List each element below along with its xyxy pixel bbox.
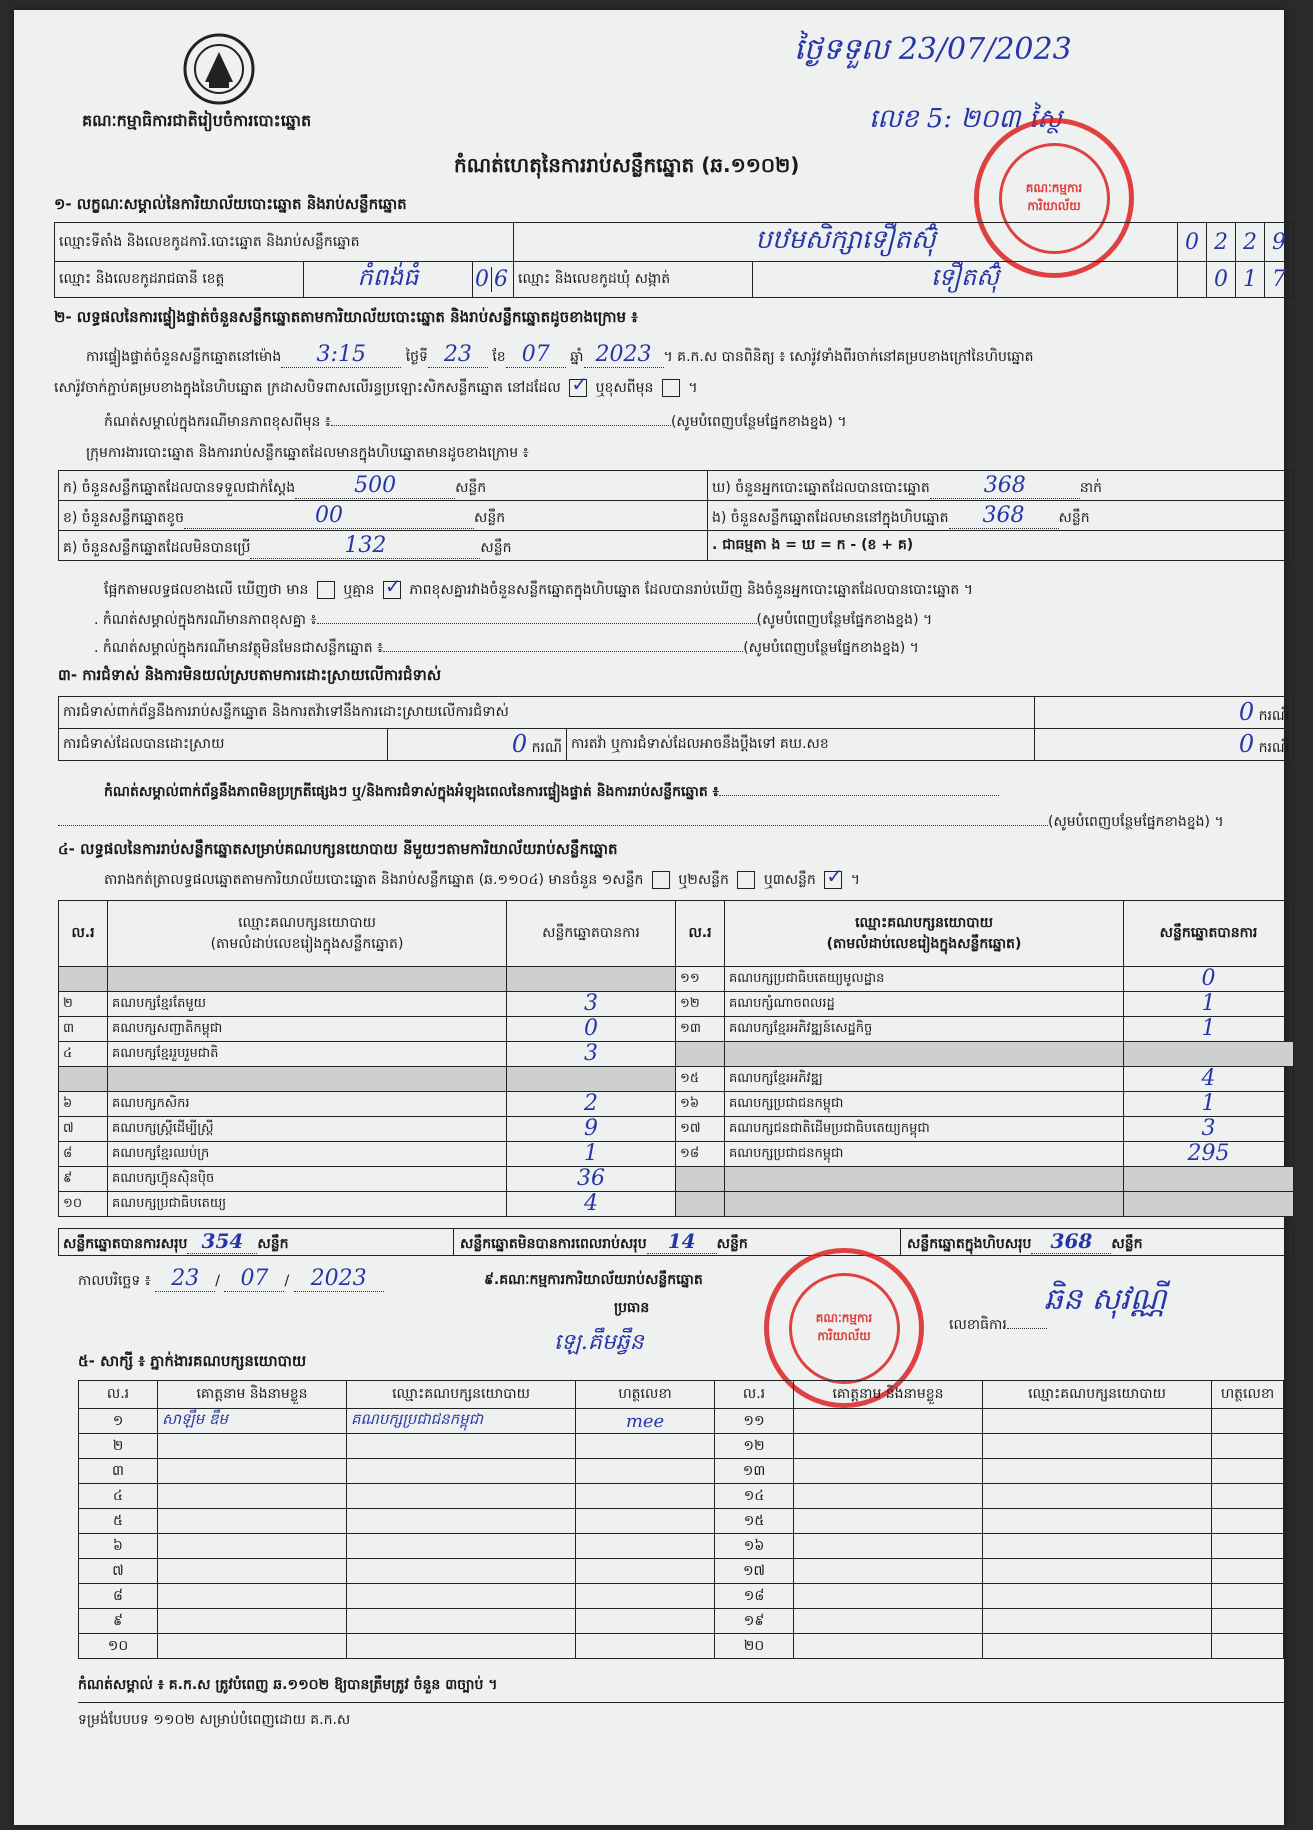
party-number: ១៣ [676,1017,725,1042]
counts-intro: ក្រុមការងារបោះឆ្នោត និងការរាប់សន្លឹកឆ្នោតដែលមានក្នុងហិបឆ្នោតមានដូចខាងក្រោម ៖ [86,445,529,461]
witness-party-field[interactable] [347,1534,576,1559]
secretary-label: លេខាធិការ [949,1315,1047,1336]
witness-party-field[interactable] [347,1634,576,1659]
counts-table: ក) ចំនួនសន្លឹកឆ្នោតដែលបានទទួលជាក់ស្តែង 500 សន្លឹក ឃ) ចំនួនអ្នកបោះឆ្នោតដែលបានបោះឆ្នោត 368 នាក់ ខ) ចំនួនសន្លឹកឆ្នោតខូច 00 សន្លឹក ង) ចំនួនសន្លឹកឆ្នោតដែលមាននៅក្នុងហិបឆ្នោត 368 សន្លឹក គ) ចំនួនសន្លឹកឆ្នោតដែលមិនបានប្រើ 132 សន្លឹក . ជាធម្មតា ង = ឃ = ក - (ខ + គ) [58,470,1294,561]
results-row [59,992,1294,1017]
party-votes [507,1067,676,1092]
two-sheet-checkbox[interactable] [737,871,755,889]
party-name: គណបក្សប្រជាធិបតេយ្យមូលដ្ឋាន [725,967,1124,992]
party-votes: 1 [1124,1017,1294,1042]
party-votes: 1 [1124,1092,1294,1117]
witness-party-field[interactable] [983,1509,1212,1534]
witness-signature-field[interactable] [1212,1434,1284,1459]
witness-signature-field[interactable] [1212,1509,1284,1534]
chair-label: ប្រធាន [614,1300,650,1316]
sheet-count-line: តារាងកត់ត្រាលទ្ធផលឆ្នោតតាមការិយាល័យបោះឆ្នោត និងរាប់សន្លឹកឆ្នោត (ឆ.១១០៤) មានចំនួន ១សន្លឹក ឬ២សន្លឹក ឬ៣សន្លឹក ✓ ។ [104,864,860,888]
appeal-count: 0 [1238,730,1255,758]
party-name: គណបក្សប្រជាធិបតេយ្យ [108,1192,507,1217]
party-votes: 3 [507,1042,676,1067]
party-number: ១០ [59,1192,108,1217]
chair-signature: ឡេ.គឹមឆ្វឹន [554,1330,644,1355]
party-number: ១៥ [676,1067,725,1092]
witness-row [79,1484,1284,1509]
witness-name-field[interactable] [158,1534,347,1559]
received-count: 500 [295,473,455,499]
witness-name-field[interactable] [158,1459,347,1484]
sign-year: 2023 [294,1266,384,1292]
party-votes: 3 [1124,1117,1294,1142]
province-value: កំពង់ធំ [357,263,419,291]
results-table: ល.រ ឈ្មោះគណបក្សនយោបាយ (តាមលំដាប់លេខរៀងក្នុងសន្លឹកឆ្នោត) សន្លឹកឆ្នោតបានការ ល.រ ឈ្មោះគណបក្សនយោបាយ (តាមលំដាប់លេខរៀងក្នុងសន្លឹកឆ្នោត) សន្លឹកឆ្នោតបានការ ១១ គណបក្សប្រជាធិបតេយ្យមូលដ្ឋាន 0 ២ គណបក្សខ្មែរតែមួយ 3 ១២ គណបក្សំណាចពលរដ្ឋ 1 ៣ គណបក្សសញ្ជាតិកម្ពុជា 0 ១៣ គណបក្សខ្មែរអភិវឌ្ឍន៍សេដ្ឋកិច្ច 1 ៤ គណបក្សខ្មែររួបរួមជាតិ 3 ១៥ គណបក្សខ្មែរអភិវឌ្ឍ 4 ៦ គណបក្សកសិករ 2 ១៦ គណបក្សប្រជាជនកម្ពុជា 1 ៧ គណបក្សស្ត្រីដើម្បីស្ត្រី 9 ១៧ គណបក្សជនជាតិដើមប្រជាធិបតេយ្យកម្ពុជា 3 ៨ គណបក្សខ្មែរឈប់ក្រ 1 ១៨ គណបក្សប្រជាជនកម្ពុជា 295 ៩ គណបក្សហ៊្វុនស៊ិនប៉ិច 36 ១០ គណបក្សប្រជាធិបតេយ្យ 4 [58,900,1294,1217]
object-note-line: . កំណត់សម្គាល់ក្នុងករណីមានវត្ថុមិនមែនជាសន្លឹកឆ្នោត ៖ (សូមបំពេញបន្ថែមផ្នែកខាងខ្នង) ។ [94,640,919,656]
witness-number: ៨ [79,1584,158,1609]
has-discrepancy-checkbox[interactable] [317,581,335,599]
party-number [676,1167,725,1192]
witness-number: ១៧ [715,1559,794,1584]
results-row [59,1017,1294,1042]
party-name [725,1192,1124,1217]
witness-row [79,1534,1284,1559]
station-code-3: 2 [1236,223,1265,262]
totals-row: សន្លឹកឆ្នោតបានការសរុប 354 សន្លឹក សន្លឹកឆ្នោតមិនបានការពេលរាប់សរុប 14 សន្លឹក សន្លឹកឆ្នោតក្នុងហិបសរុប 368 សន្លឹក [58,1228,1294,1256]
date-line: កាលបរិច្ឆេទ ៖ 23 / 07 / 2023 [78,1266,384,1292]
party-name [725,1167,1124,1192]
witness-row [79,1634,1284,1659]
party-number: ៦ [59,1092,108,1117]
objection-count: 0 [1238,698,1255,726]
witness-party-field[interactable] [983,1434,1212,1459]
party-number [676,1042,725,1067]
witness-number: ៦ [79,1534,158,1559]
total-invalid: 14 [647,1229,717,1254]
party-votes: 0 [1124,967,1294,992]
total-box: 368 [1031,1229,1111,1254]
footer-form-id: ទម្រង់បែបបទ ១១០២ សម្រាប់បំពេញដោយ គ.ក.ស [78,1712,351,1728]
party-votes [1124,1042,1294,1067]
witness-signature-field[interactable] [1212,1484,1284,1509]
party-name: គណបក្សខ្មែរឈប់ក្រ [108,1142,507,1167]
witness-number: ១៥ [715,1509,794,1534]
party-name: គណបក្សខ្មែរអភិវឌ្ឍន៍សេដ្ឋកិច្ច [725,1017,1124,1042]
witness-party-field[interactable] [347,1584,576,1609]
section3-heading: ៣- ការជំទាស់ និងការមិនយល់ស្របតាមការដោះស្រាយលើការជំទាស់ [58,666,442,684]
witness-signature-field[interactable] [576,1484,715,1509]
total-valid: 354 [187,1229,257,1254]
party-number: ៣ [59,1017,108,1042]
party-name: គណបក្សសញ្ជាតិកម្ពុជា [108,1017,507,1042]
one-sheet-checkbox[interactable] [652,871,670,889]
witness-signature-field[interactable] [1212,1584,1284,1609]
voters-count: 368 [930,473,1080,499]
org-name: គណៈកម្មាធិការជាតិរៀបចំការបោះឆ្នោត [82,111,312,130]
formula: . ជាធម្មតា ង = ឃ = ក - (ខ + គ) [712,537,914,553]
party-name [725,1042,1124,1067]
witness-signature-field[interactable] [576,1534,715,1559]
party-number: ៩ [59,1167,108,1192]
committee-label: ៩.គណៈកម្មការការិយាល័យរាប់សន្លឹកឆ្នោត [484,1272,703,1288]
witness-signature-field[interactable] [576,1509,715,1534]
witness-number: ៩ [79,1609,158,1634]
witness-row [79,1459,1284,1484]
party-number [676,1192,725,1217]
party-name: គណបក្សស្ត្រីដើម្បីស្ត្រី [108,1117,507,1142]
witness-number: ១១ [715,1409,794,1434]
witness-name-field[interactable] [158,1509,347,1534]
seal-line: សោរ៉ូវចាក់ភ្ជាប់គម្របខាងក្នុងនៃហិបឆ្នោត ក្រដាសបិទពាសលើរន្ធប្រឡោះសិកសន្លឹកឆ្នោត នៅដដែល ✓ ឬខុសពីមុន ។ [54,372,698,396]
party-name: គណបក្សហ៊្វុនស៊ិនប៉ិច [108,1167,507,1192]
witness-number: ៥ [79,1509,158,1534]
section1-table [54,222,1294,298]
section1-heading: ១- លក្ខណៈសម្គាល់នៃការិយាល័យបោះឆ្នោត និងរាប់សន្លឹកឆ្នោត [54,195,407,213]
party-votes [1124,1167,1294,1192]
witness-party-field[interactable] [347,1484,576,1509]
party-number: ៤ [59,1042,108,1067]
witness-number: ១ [79,1409,158,1434]
party-votes: 4 [1124,1067,1294,1092]
results-row [59,1067,1294,1092]
station-code-4: 9 [1265,223,1294,262]
commune-code-2: 1 [1236,262,1265,298]
difference-note-line: កំណត់សម្គាល់ក្នុងករណីមានភាពខុសពីមុន ៖ (សូមបំពេញបន្ថែមផ្នែកខាងខ្នង) ។ [104,414,847,430]
witness-signature-field[interactable] [576,1559,715,1584]
witness-signature-field[interactable] [576,1434,715,1459]
party-number: ១៧ [676,1117,725,1142]
witness-party: គណបក្សប្រជាជនកម្ពុជា [347,1409,576,1434]
witness-signature-field[interactable] [1212,1559,1284,1584]
witness-name-field[interactable] [794,1509,983,1534]
witness-table: ល.រ គោត្តនាម និងនាមខ្លួន ឈ្មោះគណបក្សនយោបាយ ហត្ថលេខា ល.រ គោត្តនាម និងនាមខ្លួន ឈ្មោះគណបក្សនយោបាយ ហត្ថលេខា ១ សាឡឹម ឌឹម គណបក្សប្រជាជនកម្ពុជា mee ១១ ២ ១២ ៣ ១៣ ៤ ១៤ ៥ ១៥ ៦ ១៦ ៧ ១៧ ៨ ១៨ ៩ ១៩ ១០ ២០ [78,1380,1284,1659]
results-row [59,967,1294,992]
results-row [59,1142,1294,1167]
sign-month: 07 [224,1266,284,1292]
party-votes: 0 [507,1017,676,1042]
results-row [59,1117,1294,1142]
witness-signature-field[interactable] [576,1459,715,1484]
witness-name-field[interactable] [158,1584,347,1609]
no-discrepancy-checkbox[interactable]: ✓ [384,574,402,598]
witness-party-field[interactable] [347,1609,576,1634]
witness-name-field[interactable] [158,1484,347,1509]
witness-party-field[interactable] [983,1459,1212,1484]
station-code-1: 0 [1178,223,1207,262]
sign-day: 23 [155,1266,215,1292]
witness-row [79,1409,1284,1434]
party-name: គណបក្សខ្មែររួបរួមជាតិ [108,1042,507,1067]
discrepancy-line: ផ្អែកតាមលទ្ធផលខាងលើ ឃើញថា មាន ឬគ្មាន ✓ ភាពខុសគ្នារវាងចំនួនសន្លឹកឆ្នោតក្នុងហិបឆ្នោត ដែលបានរាប់ឃើញ និងចំនួនអ្នកបោះឆ្នោតដែលបានបោះឆ្នោត ។ [104,574,973,598]
witness-name-field[interactable] [794,1409,983,1434]
party-votes: 2 [507,1092,676,1117]
party-number: ១៨ [676,1142,725,1167]
same-checkbox[interactable]: ✓ [571,372,588,396]
party-name [108,1067,507,1092]
party-votes: 3 [507,992,676,1017]
party-votes [507,967,676,992]
month-value: 07 [506,342,566,368]
station-label: ឈ្មោះទីតាំង និងលេខកូដការិ.បោះឆ្នោត និងរាប់សន្លឹកឆ្នោត [59,233,360,250]
section2-heading: ២- លទ្ធផលនៃការផ្ទៀងផ្ទាត់ចំនួនសន្លឹកឆ្នោតតាមការិយាល័យបោះឆ្នោត និងរាប់សន្លឹកឆ្នោតដូចខាងក្រោម ៖ [54,308,638,326]
three-sheet-checkbox[interactable]: ✓ [826,864,844,888]
party-votes: 1 [507,1142,676,1167]
party-name: គណបក្សប្រជាជនកម្ពុជា [725,1142,1124,1167]
party-number: ១៦ [676,1092,725,1117]
witness-name-field[interactable] [794,1609,983,1634]
party-votes: 36 [507,1167,676,1192]
witness-signature-field[interactable] [1212,1609,1284,1634]
witness-signature-field[interactable] [1212,1634,1284,1659]
province-code-1: 0 [473,267,492,292]
objections-table: ការជំទាស់ពាក់ព័ន្ធនឹងការរាប់សន្លឹកឆ្នោត និងការតវ៉ាទៅនឹងការដោះស្រាយលើការជំទាស់ 0 ករណី ការជំទាស់ដែលបានដោះស្រាយ 0 ករណី ការតវ៉ា ឬការជំទាស់ដែលអាចនឹងប្តឹងទៅ គឃ.សខ 0 ករណី [58,696,1294,761]
commune-label: ឈ្មោះ និងលេខកូដឃុំ សង្កាត់ [518,271,671,287]
party-number [59,967,108,992]
received-date: ថ្ងៃទទួល 23/07/2023 [794,32,1072,67]
unused-count: 132 [250,533,480,559]
witness-name-field[interactable] [158,1634,347,1659]
emblem-icon [179,30,259,108]
party-name: គណបក្សកសិករ [108,1092,507,1117]
party-votes [1124,1192,1294,1217]
party-number: ១១ [676,967,725,992]
witness-name-field[interactable] [158,1434,347,1459]
party-votes: 1 [1124,992,1294,1017]
different-checkbox[interactable] [662,379,680,397]
witness-party-field[interactable] [347,1434,576,1459]
commune-code-3: 7 [1265,262,1294,298]
footer-note: កំណត់សម្គាល់ ៖ គ.ក.ស ត្រូវបំពេញ ឆ.១១០២ ឱ្យបានត្រឹមត្រូវ ចំនួន ៣ច្បាប់ ។ [78,1677,498,1693]
witness-signature-field[interactable] [576,1584,715,1609]
commune-value: ទឿតស៊ុំ [930,263,1000,291]
witness-name-field[interactable] [794,1584,983,1609]
irregularity-hint-line: (សូមបំពេញបន្ថែមផ្នែកខាងខ្នង) ។ [58,812,1224,833]
witness-party-field[interactable] [983,1634,1212,1659]
station-code-2: 2 [1207,223,1236,262]
witness-party-field[interactable] [983,1534,1212,1559]
form-title: កំណត់ហេតុនៃការរាប់សន្លឹកឆ្នោត (ឆ.១១០២) [454,153,800,177]
party-name: គណបក្សខ្មែរអភិវឌ្ឍ [725,1067,1124,1092]
witness-row [79,1434,1284,1459]
irregularity-note: កំណត់សម្គាល់ពាក់ព័ន្ធនឹងភាពមិនប្រក្រតីផ្សេងៗ ឬ/និងការជំទាស់ក្នុងអំឡុងពេលនៃការផ្ទៀងផ្ទាត់ និងការរាប់សន្លឹកឆ្នោត ៖ [104,782,999,803]
witness-name-field[interactable] [794,1559,983,1584]
witness-row [79,1509,1284,1534]
province-label: ឈ្មោះ និងលេខកូដរាជធានី ខេត្ត [59,271,225,287]
party-votes: 295 [1124,1142,1294,1167]
witness-row [79,1609,1284,1634]
witness-signature-field[interactable] [1212,1534,1284,1559]
witness-number: ១៩ [715,1609,794,1634]
party-number: ៧ [59,1117,108,1142]
witness-signature-field[interactable] [576,1634,715,1659]
witness-name-field[interactable] [158,1559,347,1584]
witness-number: ៣ [79,1459,158,1484]
reference-number: លេខ 5: ២០៣ ស្ថៃ [869,104,1062,134]
spoiled-count: 00 [184,503,474,529]
resolved-count: 0 [511,730,528,758]
section4-heading: ៤- លទ្ធផលនៃការរាប់សន្លឹកឆ្នោតសម្រាប់គណបក្សនយោបាយ នីមួយៗតាមការិយាល័យរាប់សន្លឹកឆ្នោត [58,840,618,858]
party-number [59,1067,108,1092]
verification-line: ការផ្ទៀងផ្ទាត់ចំនួនសន្លឹកឆ្នោតនៅម៉ោង 3:15 ថ្ងៃទី 23 ខែ 07 ឆ្នាំ 2023 ។ គ.ក.ស បានពិនិត្យ ៖ សោរ៉ូវទាំងពីរចាក់នៅគម្របខាងក្រៅនៃហិបឆ្នោត [86,342,1034,367]
ballotbox-count: 368 [949,503,1059,529]
party-votes: 4 [507,1192,676,1217]
day-value: 23 [428,342,488,368]
witness-signature-field[interactable] [1212,1459,1284,1484]
station-value: បឋមសិក្សាទឿតស៊ុំ [755,225,936,255]
party-number: ៨ [59,1142,108,1167]
witness-number: ៤ [79,1484,158,1509]
witness-name-field[interactable] [794,1434,983,1459]
witness-row [79,1584,1284,1609]
document-page [14,10,1289,1825]
witness-signature-field[interactable] [1212,1409,1284,1434]
witness-party-field[interactable] [983,1584,1212,1609]
witness-party-field[interactable] [983,1484,1212,1509]
witness-row [79,1559,1284,1584]
witness-party-field[interactable] [347,1509,576,1534]
witness-signature-field[interactable] [576,1609,715,1634]
party-votes: 9 [507,1117,676,1142]
witness-party-field[interactable] [983,1609,1212,1634]
witness-name-field[interactable] [794,1484,983,1509]
witness-party-field[interactable] [347,1559,576,1584]
witness-name-field[interactable] [794,1459,983,1484]
footer-divider [78,1702,1284,1703]
witness-number: ១៨ [715,1584,794,1609]
diff-note-line: . កំណត់សម្គាល់ក្នុងករណីមានភាពខុសគ្នា ៖ (សូមបំពេញបន្ថែមផ្នែកខាងខ្នង) ។ [94,612,933,628]
results-row [59,1092,1294,1117]
witness-party-field[interactable] [983,1559,1212,1584]
results-row [59,1192,1294,1217]
committee-stamp: គណៈកម្មការការិយាល័យ [764,1248,924,1408]
witness-name-field[interactable] [794,1634,983,1659]
party-name: គណបក្សខ្មែរតែមួយ [108,992,507,1017]
party-name [108,967,507,992]
witness-number: ៧ [79,1559,158,1584]
secretary-signature: ឆិន សុវណ្ណី [1044,1282,1167,1317]
time-value: 3:15 [281,342,401,368]
results-row [59,1167,1294,1192]
witness-signature: mee [576,1409,715,1434]
witness-number: ១២ [715,1434,794,1459]
witness-name: សាឡឹម ឌឹម [158,1409,347,1434]
province-code-2: 6 [494,267,508,292]
party-number: ២ [59,992,108,1017]
witness-name-field[interactable] [158,1609,347,1634]
party-number: ១២ [676,992,725,1017]
witness-party-field[interactable] [347,1459,576,1484]
party-name: គណបក្សប្រជាជនកម្ពុជា [725,1092,1124,1117]
witness-name-field[interactable] [794,1534,983,1559]
year-value: 2023 [584,342,664,368]
official-stamp: គណៈកម្មការការិយាល័យ [974,118,1134,278]
commune-code-1: 0 [1207,262,1236,298]
witness-number: ១៤ [715,1484,794,1509]
party-name: គណបក្សជនជាតិដើមប្រជាធិបតេយ្យកម្ពុជា [725,1117,1124,1142]
party-name: គណបក្សំណាចពលរដ្ឋ [725,992,1124,1017]
witness-party-field[interactable] [983,1409,1212,1434]
witness-number: ១៣ [715,1459,794,1484]
witness-number: ២ [79,1434,158,1459]
witness-number: ២០ [715,1634,794,1659]
results-row [59,1042,1294,1067]
witness-number: ១៦ [715,1534,794,1559]
section5-heading: ៥- សាក្សី ៖ ភ្នាក់ងារគណបក្សនយោបាយ [78,1352,307,1370]
witness-number: ១០ [79,1634,158,1659]
